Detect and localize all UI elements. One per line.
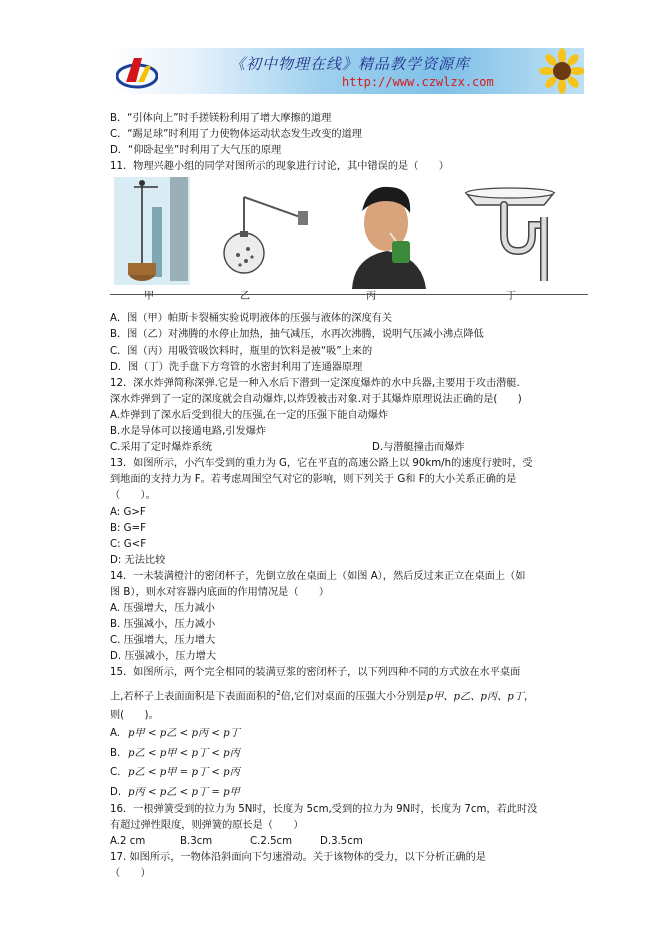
q10-option-d: D．“仰卧起坐”时利用了大气压的原理 — [110, 145, 282, 157]
q11-stem: 11．物理兴趣小组的同学对图所示的现象进行讨论，其中错误的是（ ） — [110, 161, 449, 173]
q15-option-a — [110, 724, 588, 744]
figure-label-jia: 甲 — [144, 291, 154, 303]
q11-option-a: A．图（甲）帕斯卡裂桶实验说明液体的压强与液体的深度有关 — [110, 313, 393, 325]
q15-option-b-expr: p乙 < p甲 < p丁 < p丙 — [128, 747, 240, 759]
figure-jia — [114, 177, 190, 303]
q12-option-b: B.水是导体可以接通电路,引发爆炸 — [110, 426, 267, 438]
q12-option-a: A.炸弹到了深水后受到很大的压强,在一定的压强下能自动爆炸 — [110, 409, 389, 421]
q15-stem-line3: 则( )。 — [110, 709, 159, 721]
q16-options — [110, 834, 588, 850]
q15-stem-line2 — [110, 682, 588, 708]
header-banner — [110, 48, 584, 94]
sink-trap-illustration — [460, 177, 560, 287]
q10-option-b: B．“引体向上”时手搓镁粉利用了增大摩擦的道理 — [110, 113, 332, 124]
figure-yi — [210, 177, 320, 303]
q15-stem-part-c: ， — [524, 690, 535, 702]
q11-option-c: C．图（丙）用吸管吸饮料时，瓶里的饮料是被“吸”上来的 — [110, 345, 373, 357]
q15-option-a-expr: p甲 < p乙 < p丙 < p丁 — [128, 728, 240, 740]
q14-option-b: B. 压强减小，压力减小 — [110, 619, 216, 631]
q15-option-d-label: D. — [110, 786, 122, 798]
q15-ratio: 2 — [276, 688, 281, 697]
q16-option-d: D.3.5cm — [320, 836, 363, 848]
q15-option-b — [110, 744, 588, 764]
boy-drinking-illustration — [332, 177, 442, 289]
q17-stem-line1: 17. 如图所示，一物体沿斜面向下匀速滑动。关于该物体的受力，以下分析正确的是 — [110, 852, 486, 864]
figure-label-ding: 丁 — [506, 291, 516, 303]
q15-option-d — [110, 783, 588, 803]
figure-ding — [460, 177, 560, 303]
q12-option-c: C.采用了定时爆炸系统 — [110, 442, 213, 454]
flask-illustration — [210, 177, 320, 287]
header-title: 《初中物理在线》精品教学资源库 — [230, 55, 471, 73]
q13-option-b: B: G=F — [110, 522, 146, 534]
q15-option-c-expr: p乙 < p甲 = p丁 < p丙 — [128, 767, 240, 779]
q15-pressure-vars: p甲、p乙、p丙、p丁 — [426, 690, 524, 702]
q14-option-a: A. 压强增大，压力减小 — [110, 603, 215, 615]
q12-options-cd — [110, 440, 588, 456]
q16-option-b: B.3cm — [180, 836, 213, 848]
q16-option-a: A.2 cm — [110, 836, 146, 848]
q11-figures — [110, 177, 588, 309]
q13-stem-line3: （ ）。 — [110, 490, 156, 502]
figure-label-yi: 乙 — [240, 291, 250, 303]
header-url[interactable]: http://www.czwlzx.com — [342, 75, 494, 89]
q10-option-c: C．“踢足球”时利用了力使物体运动状态发生改变的道理 — [110, 129, 362, 141]
q11-option-b: B．图（乙）对沸腾的水停止加热，抽气减压，水再次沸腾，说明气压减小沸点降低 — [110, 329, 484, 341]
q16-stem-line1: 16．一根弹簧受到的拉力为 5N时，长度为 5cm,受到的拉力为 9N时，长度为 7cm，若此时没 — [110, 804, 538, 816]
logo-icon — [116, 52, 158, 90]
q15-option-c — [110, 763, 588, 783]
q15-option-b-label: B. — [110, 747, 121, 759]
q14-option-d: D. 压强减小，压力增大 — [110, 651, 217, 663]
q16-stem-line2: 有超过弹性限度，则弹簧的原长是（ ） — [110, 820, 304, 832]
q16-option-c: C.2.5cm — [250, 836, 293, 848]
sunflower-icon — [532, 48, 584, 94]
q15-option-d-expr: p丙 < p乙 < p丁 = p甲 — [128, 786, 240, 798]
q13-option-c: C: G<F — [110, 538, 147, 550]
document-body — [110, 111, 588, 882]
figure-label-bing: 丙 — [366, 291, 376, 303]
q15-stem-part-a: 上,若杯子上表面面积是下表面面积的 — [110, 690, 277, 702]
q15-stem-line1: 15．如图所示，两个完全相同的装满豆浆的密闭杯子，以下列四种不同的方式放在水平桌面 — [110, 667, 521, 679]
q14-stem-line1: 14．一未装满橙汁的密闭杯子，先倒立放在桌面上（如图 A），然后反过来正立在桌面上（如 — [110, 570, 526, 582]
figure-bing — [332, 177, 442, 303]
q13-stem-line2: 到地面的支持力为 F。若考虑周围空气对它的影响，则下列关于 G和 F的大小关系正确的是 — [110, 474, 517, 486]
q17-stem-line2: （ ） — [110, 868, 151, 880]
q13-option-a: A: G>F — [110, 506, 146, 518]
q14-stem-line2: 图 B），则水对容器内底面的作用情况是（ ） — [110, 586, 330, 598]
q12-option-d: D.与潜艇撞击而爆炸 — [372, 442, 465, 454]
q14-option-c: C. 压强增大，压力增大 — [110, 635, 216, 647]
q15-option-a-label: A. — [110, 728, 121, 740]
q12-stem-line2: 深水炸弹到了一定的深度就会自动爆炸,以炸毁被击对象.对于其爆炸原理说法正确的是( ) — [110, 393, 522, 405]
q15-option-c-label: C. — [110, 767, 121, 779]
q13-stem-line1: 13．如图所示，小汽车受到的重力为 G，它在平直的高速公路上以 90km/h的速度行驶时，受 — [110, 458, 533, 470]
q13-option-d: D: 无法比较 — [110, 554, 166, 566]
q12-stem-line1: 12．深水炸弹简称深弹.它是一种入水后下潜到一定深度爆炸的水中兵器,主要用于攻击潜艇. — [110, 377, 520, 389]
q11-option-d: D．图（丁）洗手盘下方弯管的水密封利用了连通器原理 — [110, 361, 363, 373]
pascal-barrel-illustration — [114, 177, 190, 287]
q15-stem-part-b: 倍,它们对桌面的压强大小分别是 — [280, 690, 427, 702]
figure-baseline-rule — [110, 294, 588, 295]
